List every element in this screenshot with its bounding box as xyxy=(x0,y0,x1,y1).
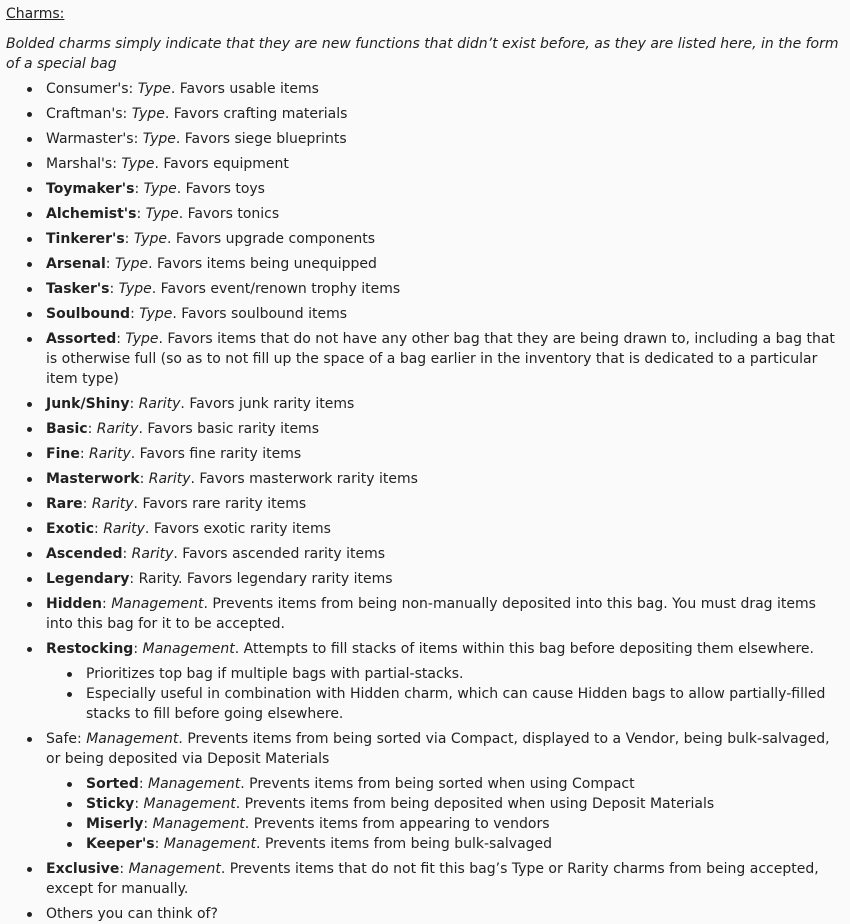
charm-description: . Favors junk rarity items xyxy=(180,396,355,412)
charm-name: Tasker's xyxy=(46,281,110,297)
charm-category: Type xyxy=(125,331,159,347)
charm-description: . Favors toys xyxy=(176,181,265,197)
charm-category: Management xyxy=(143,796,236,812)
charm-sublist xyxy=(46,664,840,724)
charm-name: Restocking xyxy=(46,641,134,657)
charm-name: Tinkerer's xyxy=(46,231,125,247)
charm-list-item xyxy=(6,544,844,564)
charm-list-item xyxy=(6,519,844,539)
charm-description: . Favors soulbound items xyxy=(172,306,348,322)
charm-description: . Favors items that do not have any other bag that they are being drawn to, including a bag that is otherwise full (so as to not fill up the space of a bag earlier in the inventory that is dedicated to a particular item type) xyxy=(46,331,835,387)
charm-list-item xyxy=(6,639,844,724)
charm-list-item xyxy=(6,904,844,924)
charm-list-item xyxy=(6,154,844,174)
charm-text: Especially useful in combination with Hidden charm, which can cause Hidden bags to allow partially-filled stacks to fill before going elsewhere. xyxy=(86,686,826,722)
charm-sublist-item xyxy=(46,834,840,854)
charm-separator: : xyxy=(154,836,164,852)
charm-separator: : xyxy=(124,231,134,247)
charm-category: Type xyxy=(137,81,171,97)
charm-list-item xyxy=(6,444,844,464)
charm-name: Sticky xyxy=(86,796,135,812)
charm-category: Rarity xyxy=(138,396,181,412)
charm-list-item xyxy=(6,229,844,249)
charm-name: Sorted xyxy=(86,776,139,792)
charm-name: Miserly xyxy=(86,816,144,832)
charm-text: Prioritizes top bag if multiple bags with partial-stacks. xyxy=(86,666,464,682)
charm-description: . Prevents items from being sorted when using Compact xyxy=(240,776,635,792)
charm-text: Others you can think of? xyxy=(46,906,218,922)
charm-list-item xyxy=(6,569,844,589)
charm-category: Type xyxy=(131,106,165,122)
charm-category: Type xyxy=(118,281,152,297)
charm-category: Rarity xyxy=(131,546,174,562)
charm-name: Keeper's xyxy=(86,836,155,852)
charm-separator: : xyxy=(122,546,132,562)
charm-name: Marshal's xyxy=(46,156,113,172)
charm-separator: : xyxy=(102,596,112,612)
charm-separator: : xyxy=(82,496,92,512)
charm-description: . Prevents items from being deposited when using Deposit Materials xyxy=(235,796,715,812)
charm-separator: : xyxy=(143,816,153,832)
charm-category: Type xyxy=(114,256,149,272)
charm-description: . Favors legendary rarity items xyxy=(178,571,393,587)
charm-list-item xyxy=(6,594,844,634)
charm-separator: : xyxy=(128,81,138,97)
charm-name: Fine xyxy=(46,446,80,462)
charm-category: Management xyxy=(142,641,235,657)
charm-separator: : xyxy=(129,571,139,587)
charm-category: Management xyxy=(111,596,204,612)
charm-name: Safe xyxy=(46,731,78,747)
charm-sublist-item xyxy=(46,794,840,814)
charm-description: . Attempts to fill stacks of items within this bag before depositing them elsewhere. xyxy=(234,641,814,657)
charm-sublist-item xyxy=(46,814,840,834)
charm-name: Toymaker's xyxy=(46,181,135,197)
charm-separator: : xyxy=(94,521,104,537)
charm-name: Exotic xyxy=(46,521,95,537)
charm-category: Management xyxy=(152,816,245,832)
charm-category: Management xyxy=(163,836,257,852)
charm-sublist-item xyxy=(46,774,840,794)
charm-separator: : xyxy=(109,281,119,297)
charm-category: Type xyxy=(121,156,155,172)
charm-name: Ascended xyxy=(46,546,123,562)
charm-list-item xyxy=(6,859,844,899)
charm-sublist xyxy=(46,774,840,854)
charm-separator: : xyxy=(79,446,89,462)
charm-name: Basic xyxy=(46,421,88,437)
charm-name: Hidden xyxy=(46,596,103,612)
charm-separator: : xyxy=(134,796,144,812)
charm-description: . Favors usable items xyxy=(170,81,319,97)
charm-separator: : xyxy=(87,421,97,437)
charm-separator: : xyxy=(77,731,87,747)
charm-list-item xyxy=(6,79,844,99)
charm-separator: : xyxy=(116,331,126,347)
charm-name: Alchemist's xyxy=(46,206,137,222)
charm-category: Rarity xyxy=(148,471,191,487)
charm-name: Junk/Shiny xyxy=(46,396,130,412)
charm-name: Rare xyxy=(46,496,83,512)
charm-category: Management xyxy=(148,776,241,792)
charm-category: Type xyxy=(145,206,179,222)
charm-separator: : xyxy=(134,181,144,197)
charm-category: Rarity xyxy=(89,446,131,462)
charm-list-item xyxy=(6,304,844,324)
charm-category: Management xyxy=(128,861,221,877)
charm-description: . Favors event/renown trophy items xyxy=(151,281,401,297)
charm-list-item xyxy=(6,329,844,389)
charm-list-item xyxy=(6,129,844,149)
charm-category: Rarity xyxy=(138,571,179,587)
charm-list-item xyxy=(6,394,844,414)
charm-description: . Favors upgrade components xyxy=(166,231,375,247)
charm-list xyxy=(6,79,844,924)
charm-name: Masterwork xyxy=(46,471,140,487)
charm-name: Legendary xyxy=(46,571,130,587)
charm-description: . Prevents items from appearing to vendors xyxy=(244,816,550,832)
charm-list-item xyxy=(6,104,844,124)
charm-separator: : xyxy=(136,206,146,222)
charm-description: . Favors ascended rarity items xyxy=(173,546,385,562)
charm-category: Rarity xyxy=(96,421,139,437)
charm-description: . Favors exotic rarity items xyxy=(144,521,331,537)
charm-name: Craftman's xyxy=(46,106,123,122)
charm-description: . Favors rare rarity items xyxy=(133,496,307,512)
charm-list-item xyxy=(6,254,844,274)
charm-list-item xyxy=(6,204,844,224)
intro-paragraph: Bolded charms simply indicate that they are new functions that didn’t exist before, as they are listed here, in the form of a special bag xyxy=(6,36,839,72)
charm-name: Warmaster's xyxy=(46,131,134,147)
charm-category: Management xyxy=(86,731,179,747)
charm-description: . Favors siege blueprints xyxy=(175,131,347,147)
charm-category: Type xyxy=(143,181,177,197)
charm-list-item xyxy=(6,179,844,199)
charm-sublist-item xyxy=(46,684,840,724)
charm-description: . Favors basic rarity items xyxy=(138,421,319,437)
charm-name: Consumer's xyxy=(46,81,129,97)
charm-name: Exclusive xyxy=(46,861,120,877)
charm-description: . Prevents items from being non-manually deposited into this bag. You must drag items into this bag for it to be accepted. xyxy=(46,596,816,632)
charm-separator: : xyxy=(130,306,140,322)
charm-list-item xyxy=(6,494,844,514)
charm-description: . Prevents items from being sorted via Compact, displayed to a Vendor, being bulk-salvaged, or being deposited via Deposit Materials xyxy=(46,731,830,767)
charm-category: Type xyxy=(142,131,176,147)
charm-list-item xyxy=(6,729,844,854)
charm-description: . Favors tonics xyxy=(178,206,280,222)
charm-separator: : xyxy=(138,776,148,792)
charm-sublist-item xyxy=(46,664,840,684)
charm-category: Type xyxy=(133,231,167,247)
charm-separator: : xyxy=(139,471,149,487)
charm-description: . Favors crafting materials xyxy=(164,106,348,122)
charm-separator: : xyxy=(133,131,143,147)
charm-description: . Prevents items that do not fit this bag’s Type or Rarity charms from being accepted, except for manually. xyxy=(46,861,819,897)
charm-description: . Prevents items from being bulk-salvaged xyxy=(256,836,553,852)
charm-name: Soulbound xyxy=(46,306,131,322)
charm-category: Type xyxy=(139,306,173,322)
charm-separator: : xyxy=(119,861,129,877)
section-heading: Charms: xyxy=(6,6,65,22)
charm-separator: : xyxy=(122,106,132,122)
charm-description: . Favors equipment xyxy=(154,156,289,172)
charm-name: Assorted xyxy=(46,331,117,347)
charm-description: . Favors fine rarity items xyxy=(130,446,302,462)
charm-separator: : xyxy=(112,156,122,172)
charm-list-item xyxy=(6,419,844,439)
charm-category: Rarity xyxy=(103,521,145,537)
charm-list-item xyxy=(6,469,844,489)
charm-name: Arsenal xyxy=(46,256,106,272)
charm-list-item xyxy=(6,279,844,299)
charm-description: . Favors items being unequipped xyxy=(148,256,377,272)
charm-separator: : xyxy=(129,396,139,412)
charm-separator: : xyxy=(133,641,143,657)
charm-separator: : xyxy=(105,256,115,272)
charm-description: . Favors masterwork rarity items xyxy=(190,471,418,487)
charm-category: Rarity xyxy=(91,496,134,512)
